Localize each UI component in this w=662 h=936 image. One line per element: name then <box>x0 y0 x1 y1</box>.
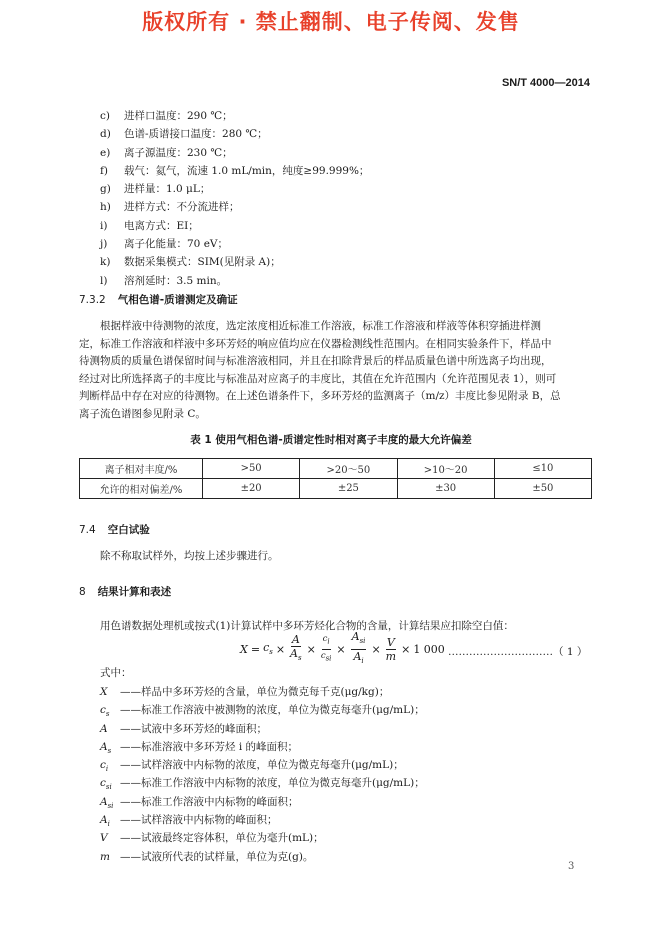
table-cell: ±20 <box>203 479 300 499</box>
definition-row <box>100 811 425 829</box>
formula-times: × <box>371 642 381 656</box>
list-item <box>100 144 369 162</box>
definition-symbol: $A_s$ <box>100 740 112 755</box>
section-8-intro: 用色谱数据处理机或按式(1)计算试样中多环芳烃化合物的含量，计算结果应扣除空白值： <box>100 620 514 632</box>
list-item <box>100 235 369 253</box>
definition-row <box>100 701 425 719</box>
list-marker: d) <box>100 128 111 141</box>
section-number: 7.4 <box>79 524 96 536</box>
formula-times: × <box>336 642 346 656</box>
table-cell: >20～50 <box>300 459 397 479</box>
list-marker: g) <box>100 183 111 196</box>
definition-symbol: $A_{si}$ <box>100 795 114 810</box>
where-label: 式中： <box>100 667 132 679</box>
paragraph-line: 离子流色谱图参见附录 C。 <box>79 407 206 420</box>
standard-code: SN/T 4000—2014 <box>501 77 590 89</box>
section-title: 气相色谱-质谱测定及确证 <box>117 294 238 306</box>
definition-text: ——试液最终定容体积，单位为毫升(mL)； <box>120 832 324 845</box>
definition-symbol: V <box>100 832 108 845</box>
formula-fraction: $\frac{A}{A_s}$ <box>290 632 302 663</box>
definition-row <box>100 738 425 756</box>
definition-row <box>100 720 425 738</box>
paragraph-line: 待测物质的质量色谱保留时间与标准溶液相同，并且在扣除背景后的样品质量色谱中所选离子均出现， <box>79 355 552 368</box>
list-text: 色谱-质谱接口温度：280 ℃； <box>124 128 268 141</box>
list-item <box>100 107 369 125</box>
list-item <box>100 125 369 143</box>
section-8-heading <box>79 584 171 599</box>
definition-text: ——标准工作溶液中内标物的浓度，单位为微克每毫升(μg/mL)； <box>120 777 425 790</box>
list-item <box>100 162 369 180</box>
list-text: 进样量：1.0 μL； <box>124 183 211 196</box>
definition-text: ——试样溶液中内标物的峰面积； <box>120 814 278 827</box>
definition-row <box>100 774 425 792</box>
section-title: 空白试验 <box>107 524 150 536</box>
list-marker: e) <box>100 146 111 159</box>
list-text: 载气：氦气，流速 1.0 mL/min，纯度≥99.999%； <box>124 164 370 177</box>
table-cell: 离子相对丰度/% <box>80 459 203 479</box>
table-row <box>80 459 592 479</box>
list-text: 离子化能量：70 eV； <box>124 238 228 251</box>
section-number: 8 <box>79 586 86 598</box>
paragraph-line: 定，标准工作溶液和样液中多环芳烃的响应值均应在仪器检测线性范围内。在相同实验条件下，样品中 <box>79 337 552 350</box>
table-cell: >10～20 <box>397 459 494 479</box>
section-title: 结果计算和表述 <box>97 586 172 598</box>
definition-row <box>100 683 425 701</box>
definition-symbol: A <box>100 722 108 735</box>
definition-text: ——标准溶液中多环芳烃 i 的峰面积； <box>120 740 299 753</box>
formula-times: × <box>401 642 411 656</box>
definition-row <box>100 793 425 811</box>
formula-term: $c_s$ <box>263 641 273 657</box>
list-marker: i) <box>100 219 108 232</box>
table-1 <box>79 458 592 499</box>
definition-symbol: X <box>100 686 108 698</box>
variable-definitions <box>100 683 425 866</box>
section-7-3-2-paragraph <box>79 318 591 424</box>
formula-fraction: $c_i$ $c_{si}$ <box>320 633 332 663</box>
paragraph-line: 经过对比所选择离子的丰度比与标准品对应离子的丰度比，其值在允许范围内（允许范围见表 1），则可 <box>79 372 557 385</box>
list-marker: k) <box>100 256 111 269</box>
formula-number: …………………………（ 1 ） <box>448 646 588 658</box>
table-1-caption: 表 1 使用气相色谱-质谱定性时相对离子丰度的最大允许偏差 <box>190 434 472 446</box>
list-item <box>100 272 369 290</box>
definition-symbol: $c_{si}$ <box>100 777 112 792</box>
list-text: 进样口温度：290 ℃； <box>124 110 233 122</box>
list-marker: c) <box>100 110 110 122</box>
section-7-4-text: 除不称取试样外，均按上述步骤进行。 <box>100 550 279 562</box>
list-text: 电离方式：EI； <box>124 219 199 232</box>
table-cell: ≤10 <box>494 459 591 479</box>
definition-text: ——试液中多环芳烃的峰面积； <box>120 722 267 735</box>
definition-row <box>100 848 425 866</box>
table-cell: >50 <box>203 459 300 479</box>
definition-text: ——标准工作溶液中内标物的峰面积； <box>120 795 299 808</box>
list-marker: h) <box>100 201 111 214</box>
table-row <box>80 479 592 499</box>
section-7-4-heading <box>79 522 150 537</box>
definition-symbol: m <box>100 850 110 863</box>
formula-times: × <box>275 642 286 656</box>
list-text: 溶剂延时：3.5 min。 <box>124 274 228 287</box>
list-item <box>100 217 369 235</box>
section-number: 7.3.2 <box>79 294 106 306</box>
table-cell: 允许的相对偏差/% <box>80 479 203 499</box>
formula-times: × <box>306 642 316 656</box>
gc-ms-conditions-list <box>100 107 369 290</box>
paragraph-line: 判断样品中存在对应的待测物。在上述色谱条件下，多环芳烃的监测离子（m/z）丰度比参见附录 B，总 <box>79 390 561 403</box>
formula-fraction: $A_{si}$ $A_i$ <box>351 630 366 665</box>
formula-equals: = <box>250 642 261 656</box>
definition-row <box>100 829 425 847</box>
table-cell: ±30 <box>397 479 494 499</box>
table-cell: ±50 <box>494 479 591 499</box>
section-7-3-2-heading <box>79 292 238 307</box>
copyright-banner: 版权所有 · 禁止翻制、电子传阅、发售 <box>142 10 520 34</box>
table-cell: ±25 <box>300 479 397 499</box>
list-item <box>100 198 369 216</box>
list-item <box>100 253 369 271</box>
formula-1 <box>240 632 445 666</box>
list-marker: f) <box>100 164 108 177</box>
definition-symbol: $c_s$ <box>100 704 110 719</box>
definition-symbol: $c_i$ <box>100 759 109 774</box>
definition-text: ——标准工作溶液中被测物的浓度，单位为微克每毫升(μg/mL)； <box>120 704 425 717</box>
formula-lhs: X <box>240 642 248 656</box>
page-number: 3 <box>568 861 575 872</box>
formula-constant: 1 000 <box>413 642 445 656</box>
definition-text: ——试样溶液中内标物的浓度，单位为微克每毫升(μg/mL)； <box>120 759 404 772</box>
definition-text: ——试液所代表的试样量，单位为克(g)。 <box>120 850 314 863</box>
paragraph-line: 根据样液中待测物的浓度，选定浓度相近标准工作溶液，标准工作溶液和样液等体积穿插进样测 <box>100 320 541 332</box>
definition-row <box>100 756 425 774</box>
list-marker: l) <box>100 274 108 287</box>
definition-symbol: $A_i$ <box>100 814 110 829</box>
list-item <box>100 180 369 198</box>
definition-text: ——样品中多环芳烃的含量，单位为微克每千克(μg/kg)； <box>120 686 390 698</box>
formula-fraction: $\frac{V}{m}$ <box>385 635 397 663</box>
list-text: 进样方式：不分流进样； <box>124 201 240 214</box>
list-marker: j) <box>100 238 108 251</box>
list-text: 数据采集模式：SIM(见附录 A)； <box>124 256 281 269</box>
list-text: 离子源温度：230 ℃； <box>124 146 233 159</box>
